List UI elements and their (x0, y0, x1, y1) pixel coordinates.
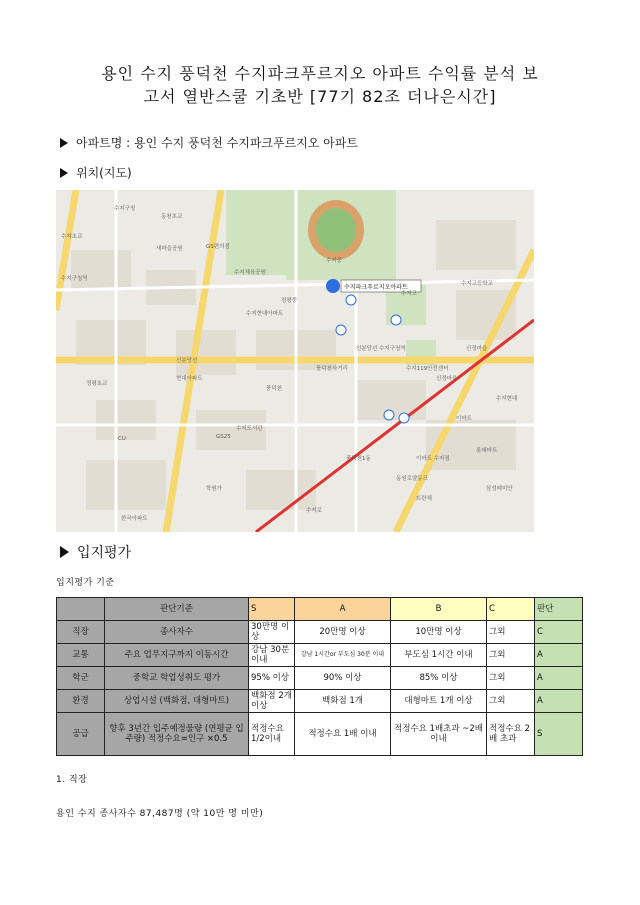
svg-text:이마트 수지점: 이마트 수지점 (416, 456, 450, 462)
apt-name-bullet (60, 134, 358, 151)
triangle-bullet-icon (60, 138, 68, 148)
map-canvas (56, 190, 534, 532)
triangle-bullet-icon (60, 168, 68, 178)
table-row: 교통 주요 업무지구까지 이동시간 강남 30분이내 강남 1시간or 부도심 30분 이내 부도심 1시간 이내 그외 A (57, 644, 583, 667)
svg-text:신분당선 수지구청역: 신분당선 수지구청역 (356, 346, 406, 352)
location-bullet (60, 164, 132, 181)
apt-name-text: 아파트명 : 용인 수지 풍덕천 수지파크푸르지오 아파트 (76, 136, 358, 150)
target-label: 수지파크푸르지오아파트 (344, 284, 408, 291)
svg-text:풍덕천: 풍덕천 (266, 386, 282, 392)
header-a: A (295, 598, 391, 621)
svg-text:정평초교: 정평초교 (86, 381, 108, 387)
triangle-bullet-icon (60, 546, 69, 558)
svg-text:수지고: 수지고 (401, 291, 417, 297)
target-marker-icon (326, 279, 340, 293)
section1-heading: 1. 직장 (56, 775, 88, 785)
svg-text:GS25: GS25 (216, 434, 231, 440)
svg-text:CU: CU (118, 436, 126, 442)
table-header-row (57, 598, 583, 621)
header-result: 판단 (535, 598, 583, 621)
svg-text:GS편의점: GS편의점 (206, 244, 230, 250)
svg-text:새마을공원: 새마을공원 (156, 246, 183, 252)
header-criteria: 판단기준 (105, 598, 249, 621)
location-eval-bullet (60, 542, 131, 562)
svg-text:동천초교: 동천초교 (161, 214, 183, 220)
header-s: S (249, 598, 295, 621)
page-title (40, 62, 600, 108)
location-text: 위치(지도) (76, 166, 132, 180)
svg-text:삼성래미안: 삼성래미안 (486, 486, 513, 492)
svg-text:풍덕천1동: 풍덕천1동 (346, 456, 371, 462)
svg-text:한국아파트: 한국아파트 (121, 516, 148, 522)
title-line-1: 용인 수지 풍덕천 수지파크푸르지오 아파트 수익률 분석 보 (101, 64, 539, 83)
location-eval-text: 입지평가 (77, 545, 132, 561)
svg-text:수지도서관: 수지도서관 (236, 426, 263, 432)
svg-text:수지중: 수지중 (326, 258, 342, 264)
evaluation-table (56, 597, 583, 756)
table-row: 직장 종사자수 30만명 이상 20만명 이상 10만명 이상 그외 C (57, 621, 583, 644)
criteria-caption: 입지평가 기준 (56, 578, 115, 588)
table-row: 환경 상업시설 (백화점, 대형마트) 백화점 2개 이상 백화점 1개 대형마트 1개 이상 그외 A (57, 690, 583, 713)
header-c: C (487, 598, 535, 621)
svg-text:신분당선: 신분당선 (176, 358, 198, 364)
svg-text:뜨란채: 뜨란채 (416, 496, 432, 502)
svg-text:수지구청역: 수지구청역 (61, 276, 88, 282)
svg-text:수지현대아파트: 수지현대아파트 (246, 311, 284, 317)
svg-text:롯데마트: 롯데마트 (476, 448, 498, 454)
svg-text:학원가: 학원가 (206, 486, 222, 492)
svg-text:수지구청: 수지구청 (114, 206, 136, 212)
svg-text:수지체육공원: 수지체육공원 (234, 270, 266, 276)
svg-text:수지초교: 수지초교 (61, 234, 83, 240)
section1-text: 용인 수지 종사자수 87,487명 (약 10만 명 미만) (56, 809, 264, 819)
table-row: 학군 중학교 학업성취도 평가 95% 이상 90% 이상 85% 이상 그외 A (57, 667, 583, 690)
svg-text:신정마을: 신정마을 (436, 376, 458, 382)
table-row: 공급 향후 3년간 입주예정물량 (연평균 입주량) 적정수요=인구 ×0.5 적정수요 1/2이내 적정수요 1배 이내 적정수요 1배초과 ~2배 이내 적정수요 2배 초과 S (57, 713, 583, 756)
svg-text:수지119안전센터: 수지119안전센터 (406, 366, 449, 372)
svg-text:신정마을: 신정마을 (466, 346, 488, 352)
header-b: B (391, 598, 487, 621)
svg-text:정평중: 정평중 (281, 298, 297, 304)
location-map[interactable] (56, 190, 534, 532)
svg-text:수지로: 수지로 (306, 508, 322, 514)
title-line-2: 고서 열반스쿨 기초반 [77기 82조 더나은시간] (143, 87, 497, 106)
svg-text:수지고등학교: 수지고등학교 (461, 281, 493, 287)
svg-text:현대아파트: 현대아파트 (176, 376, 203, 382)
svg-text:수지현대: 수지현대 (496, 396, 518, 402)
svg-text:풍덕천사거리: 풍덕천사거리 (316, 366, 348, 372)
svg-text:이마트: 이마트 (456, 416, 472, 422)
svg-text:동원로얄듀크: 동원로얄듀크 (396, 476, 428, 482)
